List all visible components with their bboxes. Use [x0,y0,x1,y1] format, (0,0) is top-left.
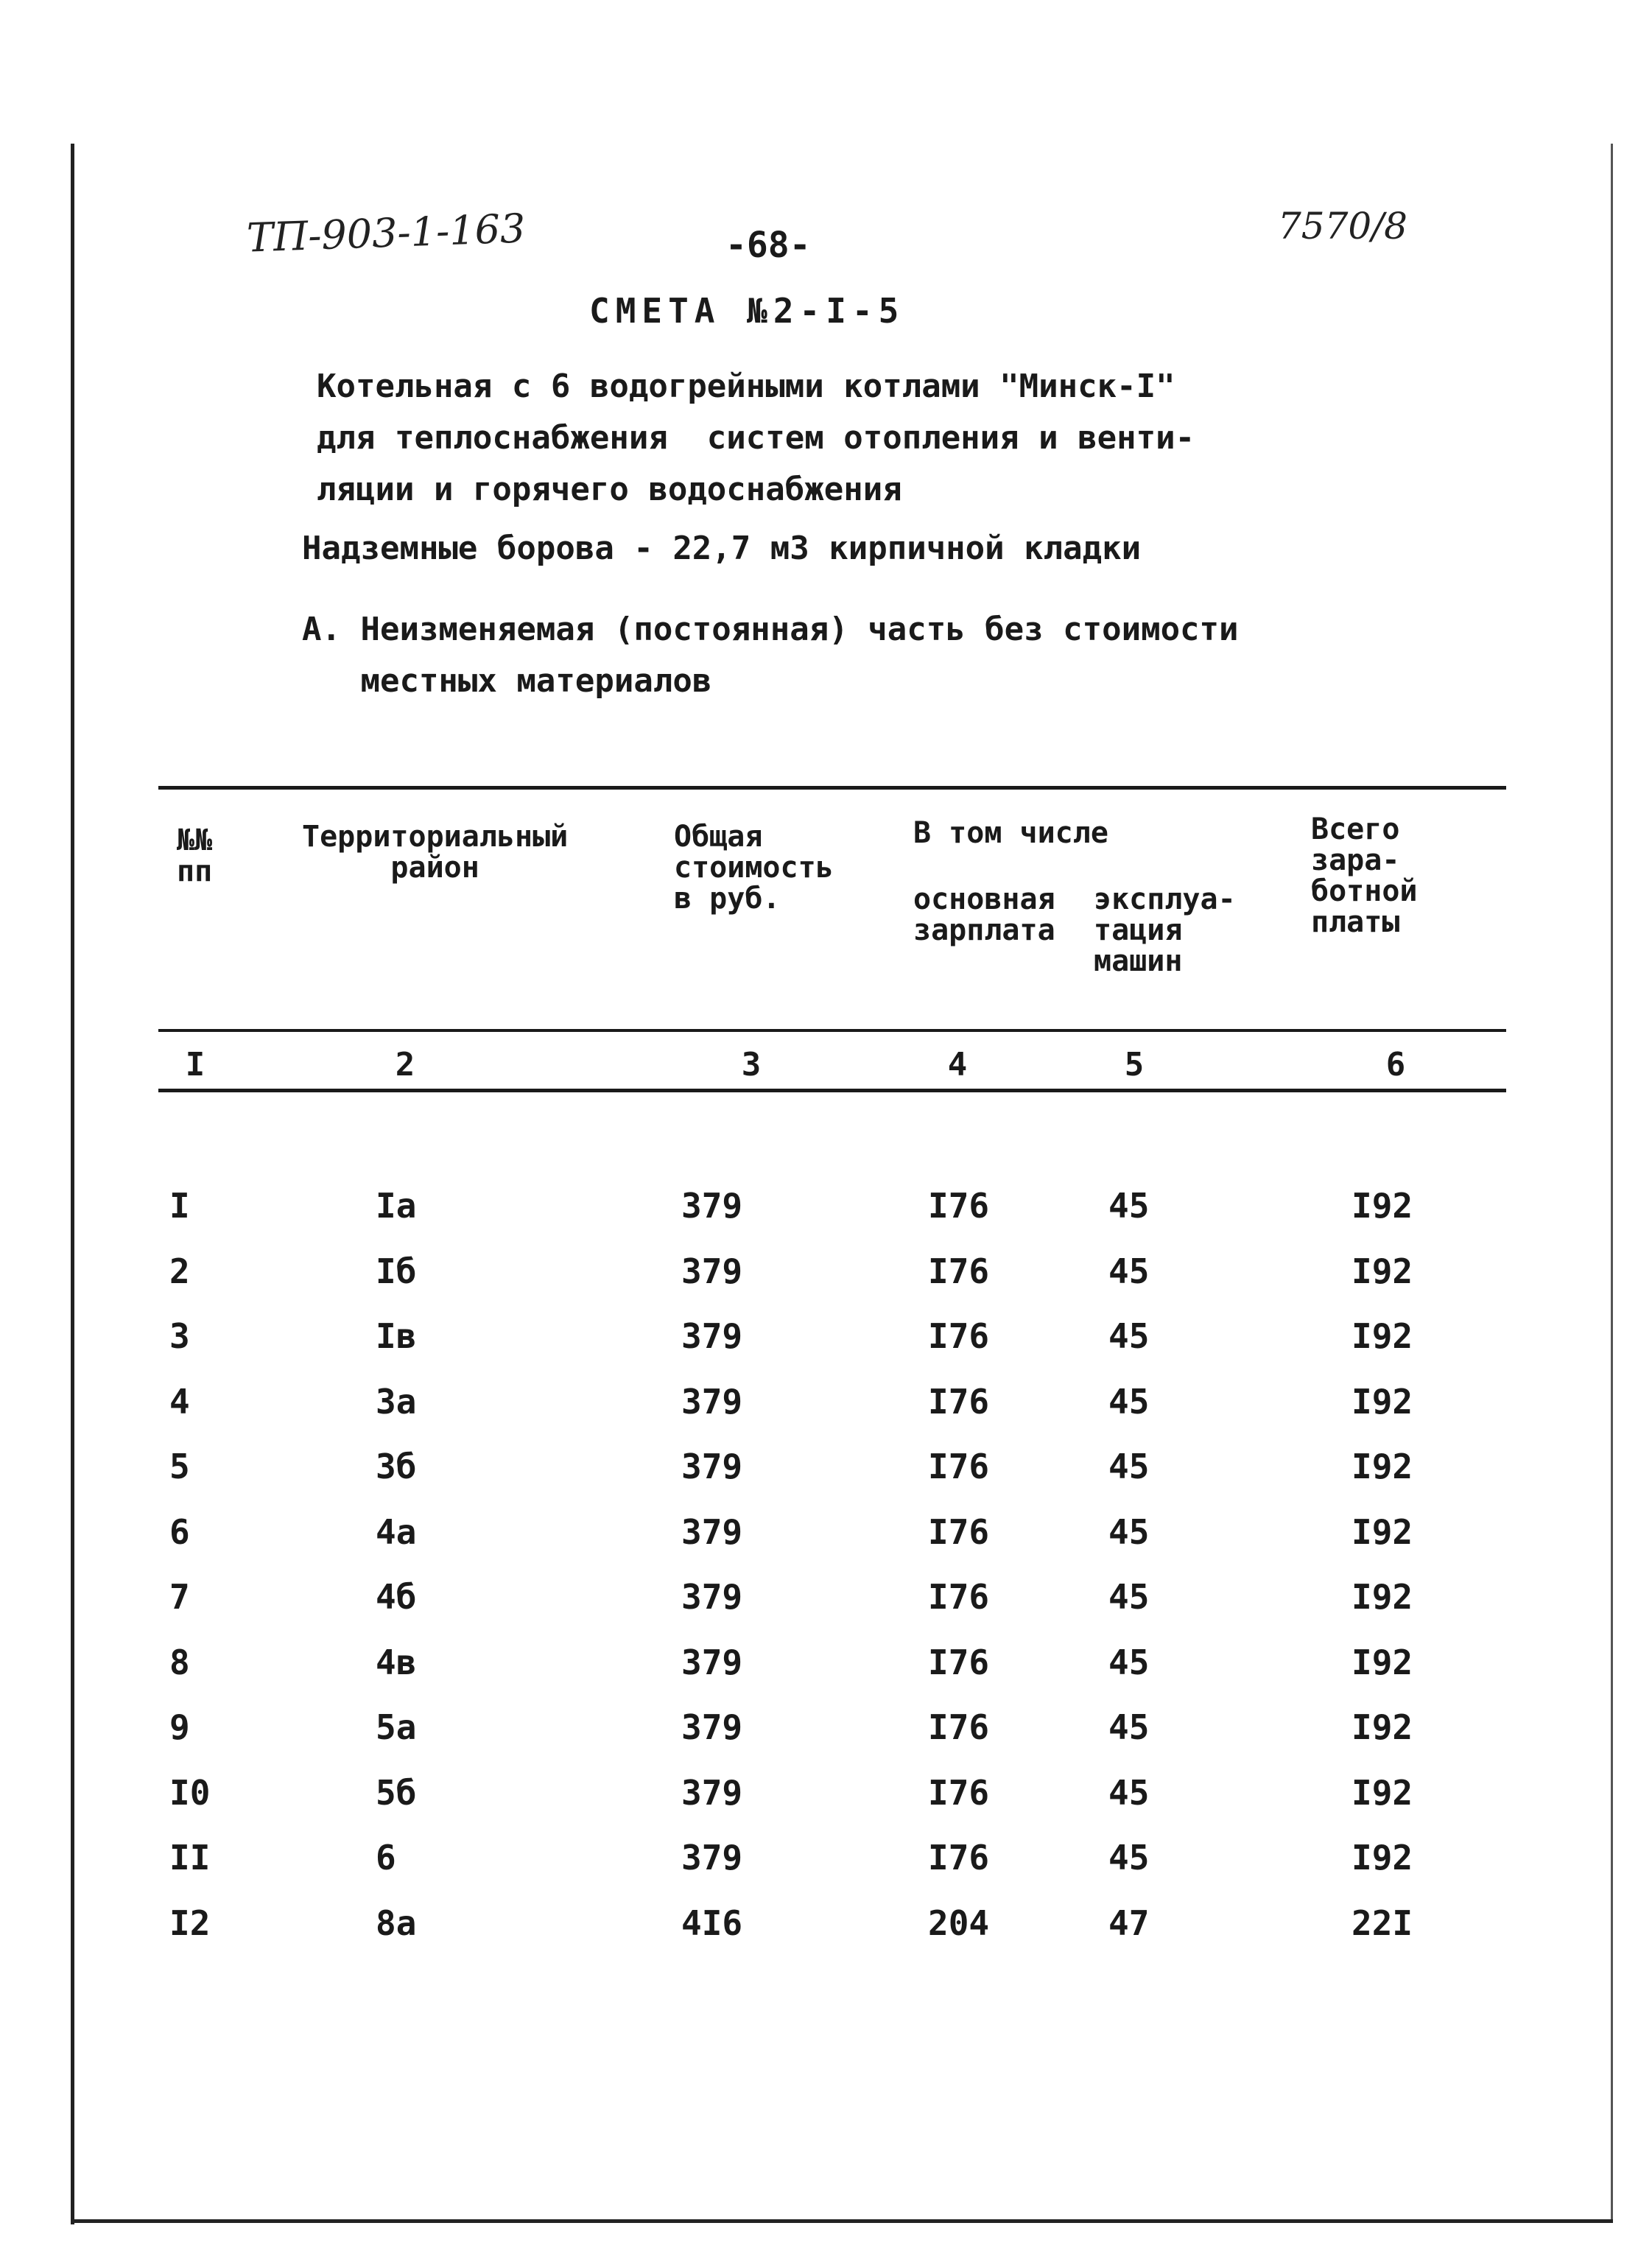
column-number: 6 [1385,1046,1406,1083]
page-border-bottom [71,2219,1613,2223]
row-region: Iв [376,1316,417,1356]
row-region: 4б [376,1577,417,1617]
table-header-rule [158,1029,1506,1032]
row-machine-operation: 45 [1108,1772,1150,1813]
row-base-salary: I76 [928,1577,990,1617]
row-region: 3а [376,1381,417,1422]
row-machine-operation: 45 [1108,1186,1150,1226]
header-salary: основная зарплата [913,882,1055,947]
table-top-rule [158,786,1506,790]
page-border-right [1611,144,1613,2221]
row-number: 6 [169,1511,190,1552]
row-base-salary: I76 [928,1316,990,1356]
row-machine-operation: 45 [1108,1316,1150,1356]
row-machine-operation: 45 [1108,1577,1150,1617]
row-number: 5 [169,1447,190,1486]
page-border-left [71,144,74,2224]
row-machine-operation: 45 [1108,1251,1150,1291]
row-total-cost: 379 [681,1251,743,1291]
estimate-title: СМЕТА №2-I-5 [589,291,905,331]
row-total-cost: 379 [681,1186,743,1226]
table-column-number-rule [158,1089,1506,1092]
row-number: II [169,1838,211,1878]
row-number: 8 [169,1642,190,1682]
row-total-wages: I92 [1352,1251,1413,1291]
document-code: ТП-903-1-163 [246,205,527,261]
row-total-cost: 379 [681,1838,743,1878]
object-description: Котельная с 6 водогрейными котлами "Минск-I" для теплоснабжения систем отопления и венти- ляции и горячего водоснабжения [317,368,1195,508]
row-total-wages: I92 [1352,1186,1413,1226]
column-number: 5 [1124,1046,1145,1083]
header-machines: эксплуа- тация машин [1094,882,1236,978]
row-number: 2 [169,1251,190,1291]
row-base-salary: I76 [928,1186,990,1226]
row-base-salary: I76 [928,1251,990,1291]
row-total-wages: I92 [1352,1838,1413,1878]
row-base-salary: I76 [928,1381,990,1422]
row-total-cost: 379 [681,1642,743,1682]
row-total-cost: 379 [681,1707,743,1747]
row-total-wages: I92 [1352,1707,1413,1747]
row-region: 4в [376,1642,417,1682]
row-region: 8а [376,1903,417,1943]
row-total-cost: 379 [681,1577,743,1617]
row-number: 7 [169,1577,190,1617]
row-region: 5а [376,1707,417,1747]
row-base-salary: I76 [928,1511,990,1552]
row-total-cost: 379 [681,1772,743,1813]
row-machine-operation: 45 [1108,1381,1150,1422]
row-total-wages: I92 [1352,1772,1413,1813]
row-total-cost: 379 [681,1316,743,1356]
header-region: Территориальный район [302,820,569,885]
row-region: Iб [376,1251,417,1291]
row-base-salary: I76 [928,1772,990,1813]
row-region: Iа [376,1186,417,1226]
column-number: 3 [741,1046,762,1083]
row-region: 4а [376,1511,417,1552]
row-machine-operation: 45 [1108,1447,1150,1486]
header-total: Общая стоимость в руб. [674,820,834,916]
row-base-salary: I76 [928,1707,990,1747]
row-base-salary: I76 [928,1838,990,1878]
row-total-cost: 379 [681,1381,743,1422]
row-machine-operation: 45 [1108,1707,1150,1747]
row-total-wages: 22I [1352,1903,1413,1943]
page-number: -68- [725,225,811,266]
column-number: I [185,1046,205,1083]
row-total-cost: 4I6 [681,1903,743,1943]
row-base-salary: I76 [928,1642,990,1682]
header-num: №№ пп [177,823,213,888]
column-number: 4 [947,1046,968,1083]
row-total-cost: 379 [681,1511,743,1552]
row-number: I2 [169,1903,211,1943]
row-total-wages: I92 [1352,1642,1413,1682]
row-number: 4 [169,1381,190,1422]
row-total-wages: I92 [1352,1381,1413,1422]
row-base-salary: I76 [928,1447,990,1486]
row-number: 3 [169,1316,190,1356]
section-heading: А. Неизменяемая (постоянная) часть без стоимости местных материалов [302,611,1239,700]
row-number: 9 [169,1707,190,1747]
row-machine-operation: 45 [1108,1838,1150,1878]
row-machine-operation: 47 [1108,1903,1150,1943]
row-number: I [169,1186,190,1226]
row-region: 5б [376,1772,417,1813]
row-machine-operation: 45 [1108,1642,1150,1682]
row-total-cost: 379 [681,1447,743,1486]
header-group: В том числе [913,816,1108,850]
column-number: 2 [395,1046,415,1083]
header-wages-total: Всего зара- ботной платы [1311,812,1418,939]
row-total-wages: I92 [1352,1316,1413,1356]
row-region: 6 [376,1838,396,1878]
row-total-wages: I92 [1352,1511,1413,1552]
row-total-wages: I92 [1352,1577,1413,1617]
row-base-salary: 204 [928,1903,990,1943]
row-number: I0 [169,1772,211,1813]
row-region: 3б [376,1447,417,1486]
object-size-line: Надземные борова - 22,7 м3 кирпичной кладки [302,530,1142,567]
row-machine-operation: 45 [1108,1511,1150,1552]
row-total-wages: I92 [1352,1447,1413,1486]
sheet-number: 7570/8 [1278,205,1407,247]
